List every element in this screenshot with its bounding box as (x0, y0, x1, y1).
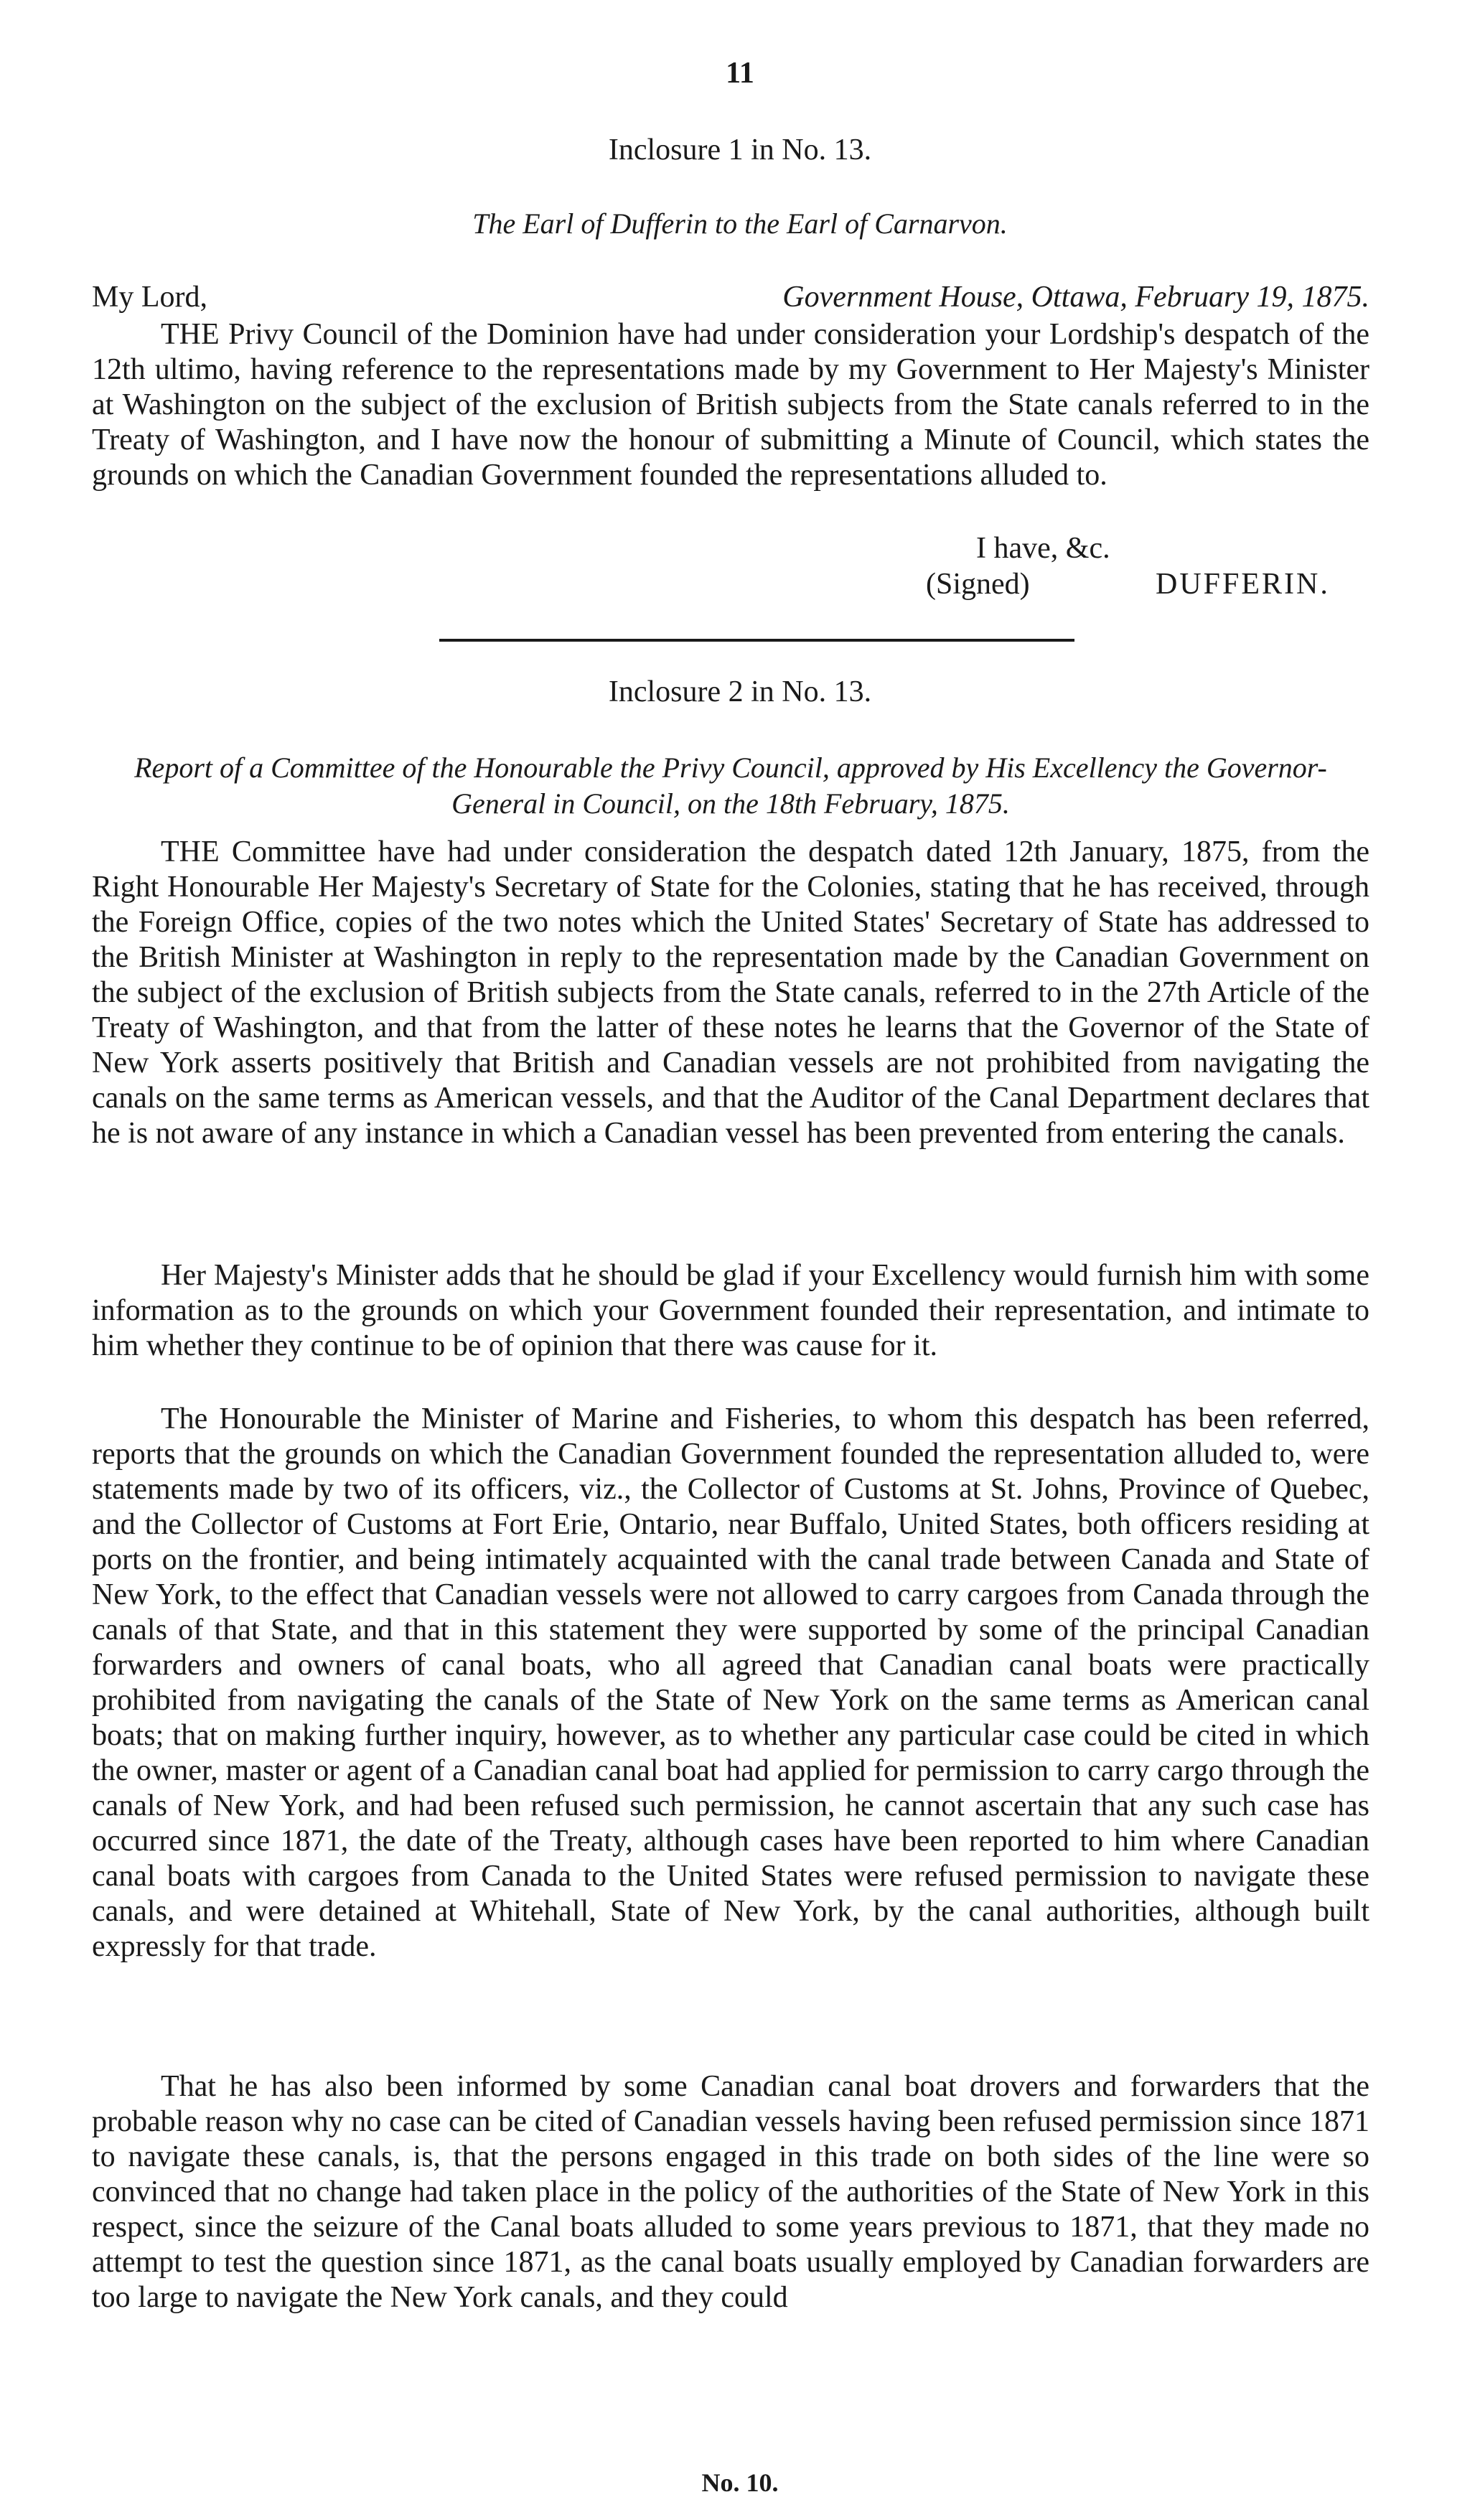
signature-mark: No. 10. (701, 2468, 779, 2497)
closing: I have, &c. (976, 532, 1110, 565)
report-paragraph-2: Her Majesty's Minister adds that he should be glad if your Excellency would furnish him with some information as to the grounds on which your Government founded their representation, and intimate to him whether they continue to be of opinion that there was cause for it. (92, 1259, 1369, 1362)
salutation-row (92, 280, 1369, 319)
report-paragraph-1: THE Committee have had under consideration the despatch dated 12th January, 1875, from the Right Honourable Her Majesty's Secretary of State for the Colonies, stating that he has received, through the Foreign Office, copies of the two notes which the United States' Secretary of State has addressed to the British Minister at Washington in reply to the representation made by the Canadian Government on the subject of the exclusion of British subjects from the State canals, referred to in the 27th Article of the Treaty of Washington, and that from the latter of these notes he learns that the Governor of the State of New York asserts positively that British and Canadian vessels are not prohibited from navigating the canals on the same terms as American vessels, and that the Auditor of the Canal Department declares that he is not aware of any instance in which a Canadian vessel has been prevented from entering the canals. (92, 835, 1369, 1150)
signed-label: (Signed) (926, 568, 1030, 601)
report-paragraph-4: That he has also been informed by some Canadian canal boat drovers and forwarders that the probable reason why no case can be cited of Canadian vessels having been refused permission since 1871 to navigate these canals, is, that the persons engaged in this trade on both sides of the line were so convinced that no change had taken place in the policy of the authorities of the State of New York in this respect, since the seizure of the Canal boats alluded to some years previous to 1871, that they made no attempt to test the question since 1871, as the canal boats usually employed by Canadian forwarders are too large to navigate the New York canals, and they could (92, 2070, 1369, 2314)
report-paragraph-3: The Honourable the Minister of Marine and Fisheries, to whom this despatch has been referred, reports that the grounds on which the Canadian Government founded the representation alluded to, were statements made by two of its officers, viz., the Collector of Customs at St. Johns, Province of Quebec, and the Collector of Customs at Fort Erie, Ontario, near Buffalo, United States, both officers residing at ports on the frontier, and being intimately acquainted with the canal trade between Canada and State of New York, to the effect that Canadian vessels were not allowed to carry cargoes from Canada through the canals of that State, and that in this statement they were supported by some of the principal Canadian forwarders and owners of canal boats, who all agreed that Canadian canal boats were practically prohibited from navigating the canals of the State of New York on the same terms as American canal boats; that on making further inquiry, however, as to whether any particular case could be cited in which the owner, master or agent of a Canadian canal boat had applied for permission to carry cargo through the canals of New York, and had been refused such permission, he cannot ascertain that any such case has occurred since 1871, the date of the Treaty, although cases have been reported to him where Canadian canal boats with cargoes from Canada to the United States were refused permission to navigate these canals, and were detained at Whitehall, State of New York, by the canal authorities, although built expressly for that trade. (92, 1402, 1369, 1963)
inclosure-1-heading: Inclosure 1 in No. 13. (608, 134, 872, 167)
report-title: Report of a Committee of the Honourable the Privy Council, approved by His Excellency the Governor-General in Council, on the 18th February, 1875. (134, 751, 1327, 820)
signer-name: DUFFERIN. (1156, 568, 1330, 601)
inclosure-1-body: THE Privy Council of the Dominion have had under consideration your Lordship's despatch of the 12th ultimo, having reference to the representations made by my Government to Her Majesty's Minister at Washington on the subject of the exclusion of British subjects from the State canals referred to in the Treaty of Washington, and I have now the honour of submitting a Minute of Council, which states the grounds on which the Canadian Government founded the representations alluded to. (92, 318, 1369, 492)
salutation: My Lord, (92, 281, 207, 314)
inclosure-1-subtitle: The Earl of Dufferin to the Earl of Carnarvon. (472, 207, 1008, 240)
page-number: 11 (726, 57, 754, 90)
dateline: Government House, Ottawa, February 19, 1875. (782, 281, 1369, 314)
section-divider (439, 639, 1074, 642)
inclosure-2-heading: Inclosure 2 in No. 13. (608, 675, 872, 708)
